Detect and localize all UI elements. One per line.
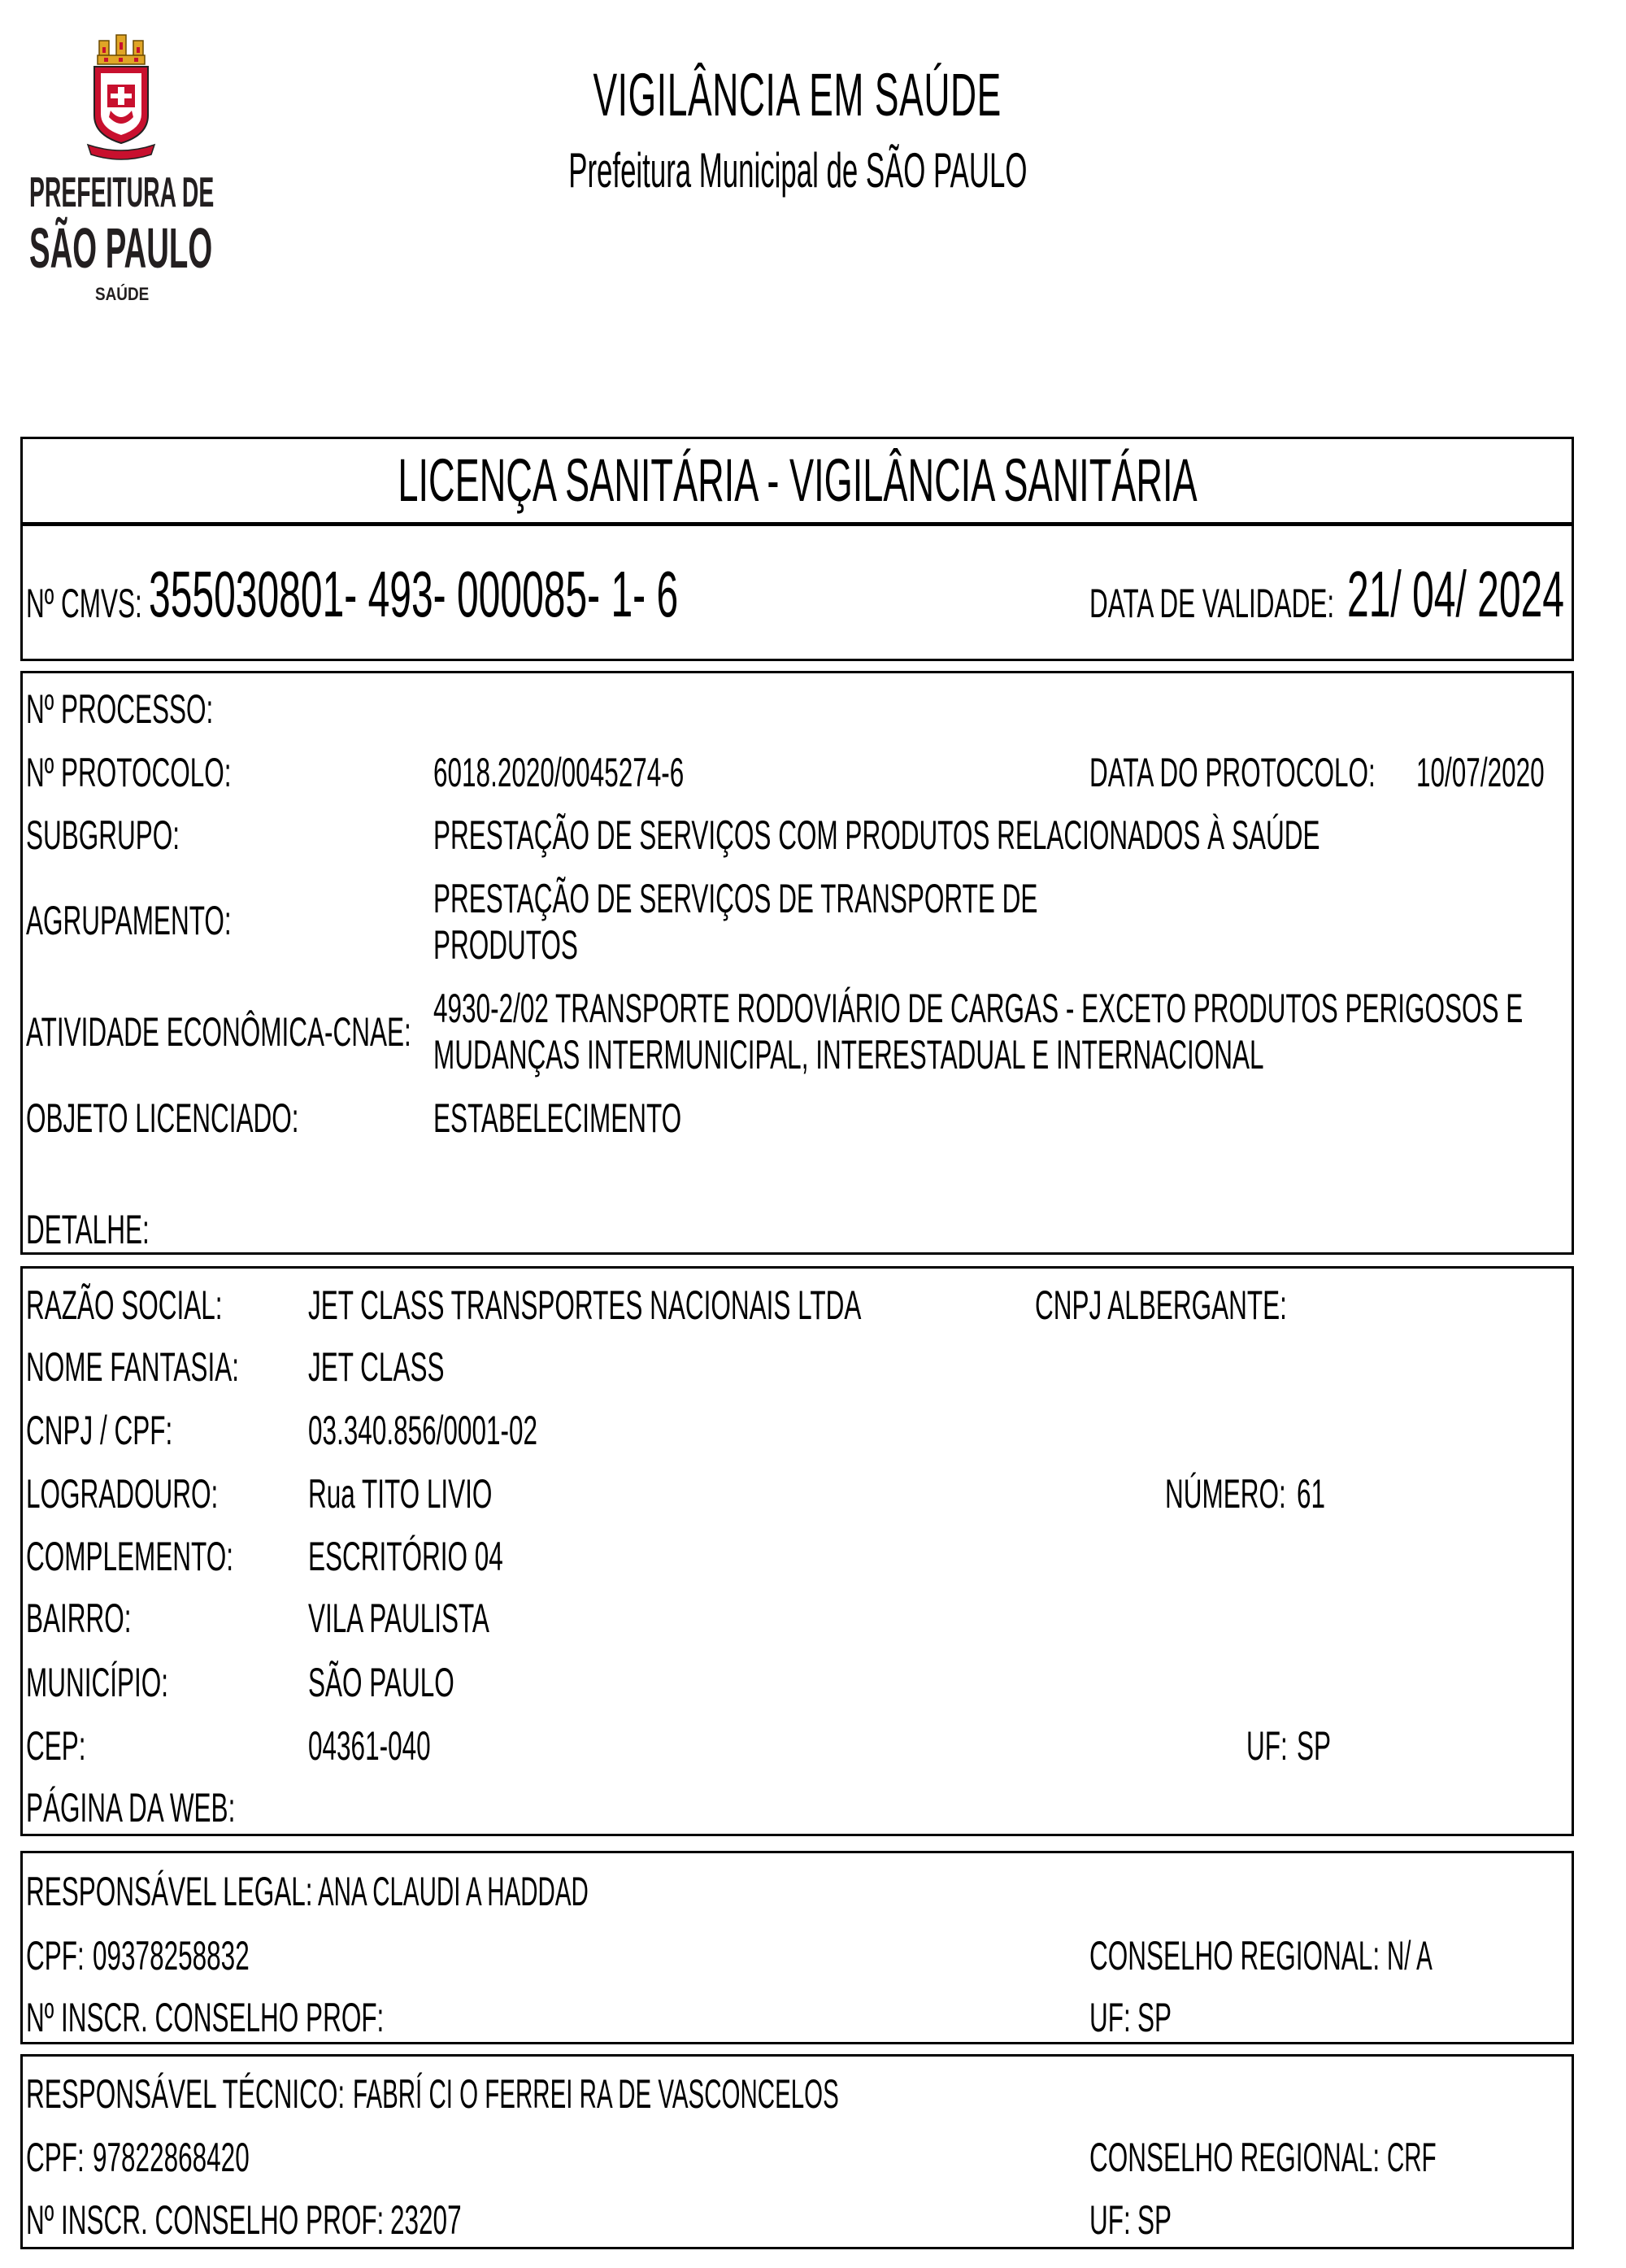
- cnpj-cpf-value: 03.340.856/0001-02: [308, 1408, 538, 1453]
- legal-responsible-label: RESPONSÁVEL LEGAL:: [26, 1869, 313, 1914]
- uf-value: SP: [1297, 1723, 1332, 1769]
- subgrupo-label: SUBGRUPO:: [26, 812, 180, 858]
- subgrupo-value: PRESTAÇÃO DE SERVIÇOS COM PRODUTOS RELACIONADOS À SAÚDE: [433, 812, 1320, 858]
- establishment-box: [20, 1266, 1574, 1836]
- bairro-value: VILA PAULISTA: [308, 1595, 489, 1641]
- technical-conselho-label: CONSELHO REGIONAL:: [1089, 2135, 1380, 2180]
- municipio-value: SÃO PAULO: [308, 1660, 454, 1705]
- logradouro-value: Rua TITO LIVIO: [308, 1471, 493, 1517]
- objeto-label: OBJETO LICENCIADO:: [26, 1095, 299, 1141]
- technical-uf-label: UF:: [1089, 2197, 1131, 2243]
- complemento-label: COMPLEMENTO:: [26, 1534, 233, 1579]
- technical-inscr-value: 23207: [390, 2197, 462, 2243]
- technical-inscr-label: Nº INSCR. CONSELHO PROF:: [26, 2197, 385, 2243]
- technical-uf-value: SP: [1137, 2197, 1172, 2243]
- legal-uf-value: SP: [1137, 1995, 1172, 2040]
- header-title: VIGILÂNCIA EM SAÚDE: [593, 61, 1002, 128]
- logo-text-saude: SAÚDE: [95, 284, 150, 304]
- uf-label: UF:: [1246, 1723, 1288, 1769]
- razao-social-value: JET CLASS TRANSPORTES NACIONAIS LTDA: [308, 1282, 862, 1328]
- numero-value: 61: [1297, 1471, 1326, 1517]
- protocolo-value: 6018.2020/0045274-6: [433, 750, 685, 795]
- header-title-row: [0, 61, 1595, 128]
- logo-text-prefeitura: PREFEITURA DE: [29, 169, 215, 216]
- validity-date: 21/ 04/ 2024: [1347, 558, 1564, 630]
- agrupamento-label: AGRUPAMENTO:: [26, 898, 232, 943]
- bairro-label: BAIRRO:: [26, 1595, 132, 1641]
- nome-fantasia-label: NOME FANTASIA:: [26, 1344, 239, 1390]
- cnpj-albergante-label: CNPJ ALBERGANTE:: [1035, 1282, 1287, 1328]
- cnae-label: ATIVIDADE ECONÔMICA-CNAE:: [26, 1009, 411, 1055]
- license-title: LICENÇA SANITÁRIA - VIGILÂNCIA SANITÁRIA: [398, 446, 1198, 514]
- legal-cpf-value: 09378258832: [93, 1933, 250, 1979]
- legal-uf-label: UF:: [1089, 1995, 1131, 2040]
- cnae-value-line: 4930-2/02 TRANSPORTE RODOVIÁRIO DE CARGAS - EXCETO PRODUTOS PERIGOSOS E: [433, 986, 1524, 1031]
- cmvs-number: 355030801- 493- 000085- 1- 6: [149, 558, 679, 630]
- technical-cpf-value: 97822868420: [93, 2135, 250, 2180]
- header-subtitle: Prefeitura Municipal de SÃO PAULO: [567, 143, 1028, 198]
- logo-text-sao-paulo: SÃO PAULO: [29, 216, 213, 280]
- pagina-web-label: PÁGINA DA WEB:: [26, 1785, 236, 1831]
- legal-conselho-label: CONSELHO REGIONAL:: [1089, 1933, 1380, 1979]
- cep-value: 04361-040: [308, 1723, 431, 1769]
- detalhe-label: DETALHE:: [26, 1207, 150, 1252]
- logradouro-label: LOGRADOURO:: [26, 1471, 219, 1517]
- razao-social-label: RAZÃO SOCIAL:: [26, 1282, 223, 1328]
- data-protocolo-label: DATA DO PROTOCOLO:: [1089, 750, 1376, 795]
- data-protocolo-value: 10/07/2020: [1416, 750, 1545, 795]
- agrupamento-value-line: PRESTAÇÃO DE SERVIÇOS DE TRANSPORTE DE: [433, 876, 1038, 921]
- technical-cpf-label: CPF:: [26, 2135, 85, 2180]
- header-subtitle-row: [0, 143, 1595, 198]
- cep-label: CEP:: [26, 1723, 86, 1769]
- cmvs-label: Nº CMVS:: [26, 581, 142, 626]
- nome-fantasia-value: JET CLASS: [308, 1344, 445, 1390]
- processo-label: Nº PROCESSO:: [26, 686, 214, 732]
- cnae-value-line: MUDANÇAS INTERMUNICIPAL, INTERESTADUAL E INTERNACIONAL: [433, 1032, 1264, 1077]
- technical-responsible-name: FABRÍ CI O FERREI RA DE VASCONCELOS: [353, 2071, 839, 2117]
- license-title-row: [0, 446, 1595, 514]
- license-title-divider: [20, 522, 1574, 526]
- protocolo-label: Nº PROTOCOLO:: [26, 750, 232, 795]
- legal-inscr-label: Nº INSCR. CONSELHO PROF:: [26, 1995, 385, 2040]
- legal-conselho-value: N/ A: [1387, 1933, 1433, 1979]
- technical-conselho-value: CRF: [1387, 2135, 1437, 2180]
- legal-responsible-name: ANA CLAUDI A HADDAD: [318, 1869, 589, 1914]
- cnpj-cpf-label: CNPJ / CPF:: [26, 1408, 173, 1453]
- agrupamento-value-line: PRODUTOS: [433, 922, 578, 968]
- complemento-value: ESCRITÓRIO 04: [308, 1534, 503, 1579]
- numero-label: NÚMERO:: [1165, 1471, 1286, 1517]
- legal-cpf-label: CPF:: [26, 1933, 85, 1979]
- technical-responsible-label: RESPONSÁVEL TÉCNICO:: [26, 2071, 346, 2117]
- validity-label: DATA DE VALIDADE:: [1089, 581, 1335, 626]
- objeto-value: ESTABELECIMENTO: [433, 1095, 682, 1141]
- municipio-label: MUNICÍPIO:: [26, 1660, 169, 1705]
